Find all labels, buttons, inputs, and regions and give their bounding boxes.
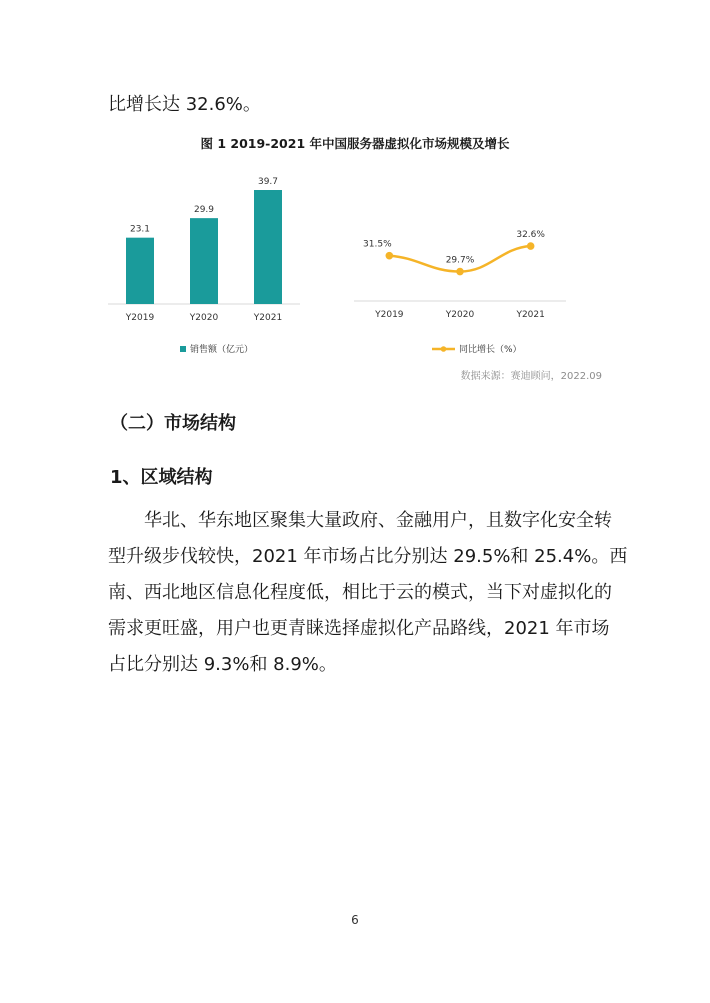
x-tick-label: Y2021	[516, 310, 545, 320]
bar-data-label: 39.7	[257, 177, 279, 187]
intro-text: 比增长达 32.6%。	[108, 94, 261, 115]
x-tick-label: Y2020	[189, 313, 219, 323]
figure-title: 图 1 2019-2021 年中国服务器虚拟化市场规模及增长	[200, 136, 510, 151]
paragraph-line: 南、西北地区信息化程度低，相比于云的模式，当下对虚拟化的	[108, 582, 612, 603]
bar	[126, 238, 154, 304]
line-point	[386, 252, 394, 260]
line-point	[456, 268, 464, 276]
x-tick-label: Y2020	[445, 310, 475, 320]
legend-marker	[441, 346, 447, 352]
bar	[190, 218, 218, 304]
figure-source: 数据来源：赛迪顾问，2022.09	[460, 371, 602, 382]
figure-charts	[0, 0, 710, 400]
line-data-label: 32.6%	[516, 230, 545, 241]
bar-data-label: 29.9	[193, 205, 215, 216]
bar-chart	[108, 177, 300, 355]
legend-label: 销售额（亿元）	[190, 345, 254, 355]
bar	[254, 190, 282, 304]
body-paragraph	[108, 503, 628, 683]
page-number: 6	[351, 913, 359, 927]
paragraph-line: 华北、华东地区聚集大量政府、金融用户，且数字化安全转	[144, 510, 612, 531]
paragraph-line: 型升级步伐较快，2021 年市场占比分别达 29.5%和 25.4%。西	[108, 546, 628, 567]
legend-label: 同比增长（%）	[459, 345, 522, 355]
line-chart	[354, 230, 566, 355]
line-data-label: 31.5%	[363, 239, 392, 250]
legend-swatch	[180, 346, 186, 352]
bar-data-label: 23.1	[129, 224, 151, 235]
x-tick-label: Y2019	[125, 313, 155, 323]
x-tick-label: Y2019	[375, 310, 404, 320]
paragraph-line: 需求更旺盛，用户也更青睐选择虚拟化产品路线，2021 年市场	[108, 618, 610, 639]
paragraph-line: 占比分别达 9.3%和 8.9%。	[108, 654, 337, 675]
section-heading: （二）市场结构	[110, 413, 236, 434]
line-point	[527, 242, 535, 250]
x-tick-label: Y2021	[253, 313, 283, 323]
line-data-label: 29.7%	[445, 255, 475, 266]
subsection-heading: 1、区域结构	[110, 467, 213, 488]
